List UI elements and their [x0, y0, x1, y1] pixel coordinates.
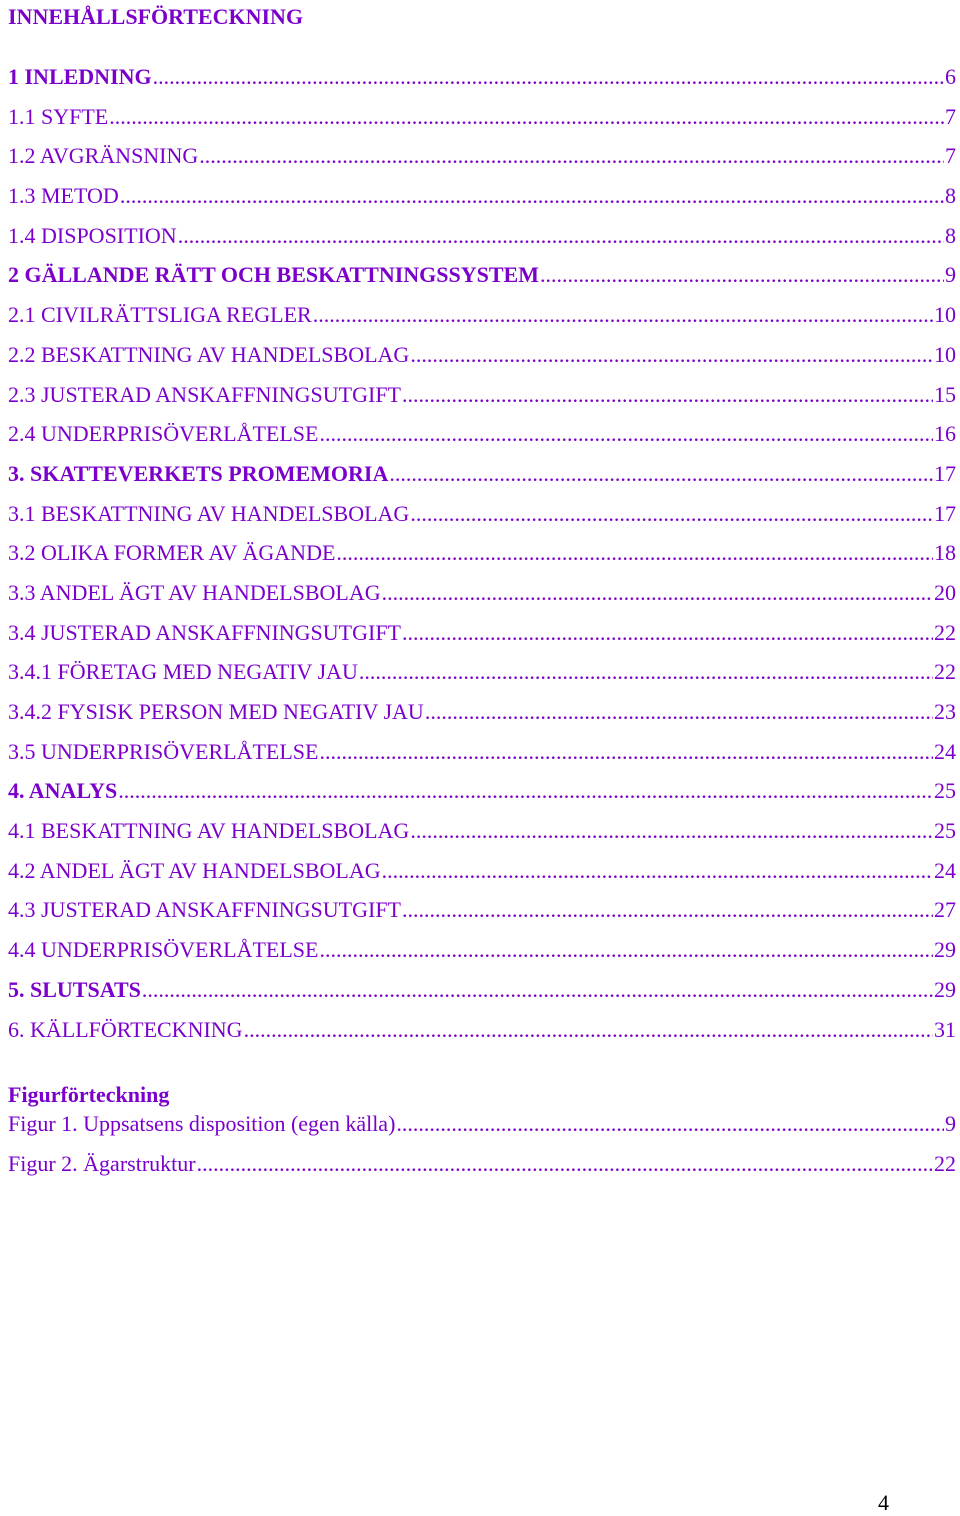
figure-entry[interactable]	[8, 1151, 956, 1191]
toc-entry-label: 1.4 DISPOSITION	[8, 222, 177, 248]
toc-entry-label: 4.2 ANDEL ÄGT AV HANDELSBOLAG	[8, 857, 381, 883]
toc-entry[interactable]	[8, 937, 956, 977]
toc-entry[interactable]	[8, 858, 956, 898]
toc-entry-label: 1.2 AVGRÄNSNING	[8, 143, 199, 169]
dot-leader	[142, 977, 933, 1003]
toc-list	[8, 64, 956, 1056]
dot-leader	[410, 501, 933, 527]
toc-entry[interactable]	[8, 897, 956, 937]
figure-entry-label: Figur 1. Uppsatsens disposition (egen källa)	[8, 1111, 396, 1136]
toc-entry[interactable]	[8, 620, 956, 660]
dot-leader	[319, 739, 933, 765]
toc-entry[interactable]	[8, 262, 956, 302]
toc-entry[interactable]	[8, 659, 956, 699]
toc-entry-page: 8	[945, 222, 956, 248]
dot-leader	[118, 778, 933, 804]
toc-entry[interactable]	[8, 739, 956, 779]
dot-leader	[120, 183, 944, 209]
toc-entry[interactable]	[8, 461, 956, 501]
toc-entry-page: 25	[934, 778, 956, 804]
toc-entry-page: 7	[945, 143, 956, 169]
toc-entry-page: 25	[934, 818, 956, 844]
toc-entry-page: 10	[934, 341, 956, 367]
figure-entry[interactable]	[8, 1111, 956, 1151]
dot-leader	[178, 223, 944, 249]
toc-entry[interactable]	[8, 501, 956, 541]
dot-leader	[109, 104, 944, 130]
toc-entry-page: 23	[934, 699, 956, 724]
dot-leader	[425, 699, 933, 725]
toc-entry-page: 18	[934, 540, 956, 566]
toc-entry-page: 24	[934, 738, 956, 764]
figure-entry-page: 9	[945, 1111, 956, 1136]
toc-entry[interactable]	[8, 778, 956, 818]
toc-entry-label: 5. SLUTSATS	[8, 976, 141, 1002]
toc-entry-page: 17	[934, 500, 956, 526]
toc-entry-label: 1.1 SYFTE	[8, 103, 109, 129]
toc-entry[interactable]	[8, 223, 956, 263]
dot-leader	[396, 1111, 944, 1137]
toc-entry[interactable]	[8, 382, 956, 422]
toc-entry-page: 27	[934, 897, 956, 923]
figure-list	[8, 1111, 956, 1190]
toc-entry-page: 20	[934, 579, 956, 605]
page-number: 4	[878, 1490, 889, 1515]
toc-entry-label: 3.4 JUSTERAD ANSKAFFNINGSUTGIFT	[8, 619, 401, 645]
toc-entry-label: 2.2 BESKATTNING AV HANDELSBOLAG	[8, 341, 410, 367]
dot-leader	[402, 897, 933, 923]
toc-entry-page: 7	[945, 103, 956, 129]
figure-list-heading: Figurförteckning	[8, 1082, 170, 1107]
toc-entry[interactable]	[8, 104, 956, 144]
toc-entry-label: 4.1 BESKATTNING AV HANDELSBOLAG	[8, 818, 410, 844]
dot-leader	[319, 421, 933, 447]
toc-entry-page: 31	[934, 1016, 956, 1042]
toc-entry-label: 2.1 CIVILRÄTTSLIGA REGLER	[8, 302, 312, 328]
dot-leader	[382, 580, 933, 606]
dot-leader	[197, 1151, 933, 1177]
toc-entry-label: 3.4.1 FÖRETAG MED NEGATIV JAU	[8, 659, 358, 685]
dot-leader	[199, 143, 944, 169]
toc-entry-label: 3.1 BESKATTNING AV HANDELSBOLAG	[8, 500, 410, 526]
toc-entry-page: 10	[934, 302, 956, 328]
dot-leader	[244, 1017, 933, 1043]
dot-leader	[540, 262, 944, 288]
toc-entry[interactable]	[8, 183, 956, 223]
toc-entry-page: 24	[934, 857, 956, 883]
toc-entry-page: 16	[934, 421, 956, 447]
toc-entry-label: 6. KÄLLFÖRTECKNING	[8, 1016, 243, 1042]
toc-entry[interactable]	[8, 699, 956, 739]
toc-entry[interactable]	[8, 143, 956, 183]
dot-leader	[313, 302, 933, 328]
toc-entry-page: 29	[934, 976, 956, 1002]
toc-entry-label: 3.3 ANDEL ÄGT AV HANDELSBOLAG	[8, 579, 381, 605]
toc-entry-label: 1 INLEDNING	[8, 64, 152, 89]
figure-entry-label: Figur 2. Ägarstruktur	[8, 1150, 196, 1176]
toc-entry-page: 17	[934, 460, 956, 486]
toc-entry-page: 22	[934, 659, 956, 685]
dot-leader	[382, 858, 933, 884]
toc-entry-label: 4. ANALYS	[8, 778, 118, 804]
toc-entry-page: 8	[945, 183, 956, 209]
toc-entry-page: 29	[934, 937, 956, 963]
toc-entry-label: 3. SKATTEVERKETS PROMEMORIA	[8, 460, 389, 486]
toc-entry-label: 2 GÄLLANDE RÄTT OCH BESKATTNINGSSYSTEM	[8, 262, 539, 288]
dot-leader	[319, 937, 933, 963]
dot-leader	[402, 382, 933, 408]
toc-entry-label: 3.5 UNDERPRISÖVERLÅTELSE	[8, 738, 319, 764]
toc-entry[interactable]	[8, 818, 956, 858]
toc-entry-page: 22	[934, 619, 956, 645]
toc-entry-label: 3.2 OLIKA FORMER AV ÄGANDE	[8, 540, 336, 566]
toc-entry-label: 2.4 UNDERPRISÖVERLÅTELSE	[8, 421, 319, 447]
toc-entry[interactable]	[8, 1017, 956, 1057]
toc-title: INNEHÅLLSFÖRTECKNING	[8, 4, 304, 29]
toc-entry-page: 9	[945, 262, 956, 288]
figure-entry-page: 22	[934, 1150, 956, 1176]
toc-entry-page: 6	[945, 64, 956, 89]
dot-leader	[402, 620, 933, 646]
toc-entry[interactable]	[8, 64, 956, 104]
toc-entry[interactable]	[8, 342, 956, 382]
toc-entry-label: 4.4 UNDERPRISÖVERLÅTELSE	[8, 937, 319, 963]
toc-entry[interactable]	[8, 580, 956, 620]
toc-entry-label: 4.3 JUSTERAD ANSKAFFNINGSUTGIFT	[8, 897, 401, 923]
dot-leader	[389, 461, 933, 487]
dot-leader	[359, 659, 933, 685]
dot-leader	[336, 540, 933, 566]
toc-entry[interactable]	[8, 421, 956, 461]
dot-leader	[153, 64, 944, 90]
toc-entry[interactable]	[8, 977, 956, 1017]
toc-entry-label: 1.3 METOD	[8, 183, 119, 209]
toc-entry-label: 3.4.2 FYSISK PERSON MED NEGATIV JAU	[8, 699, 424, 724]
toc-entry[interactable]	[8, 302, 956, 342]
toc-entry-page: 15	[934, 381, 956, 407]
dot-leader	[410, 818, 933, 844]
toc-entry[interactable]	[8, 540, 956, 580]
dot-leader	[410, 342, 933, 368]
toc-entry-label: 2.3 JUSTERAD ANSKAFFNINGSUTGIFT	[8, 381, 401, 407]
